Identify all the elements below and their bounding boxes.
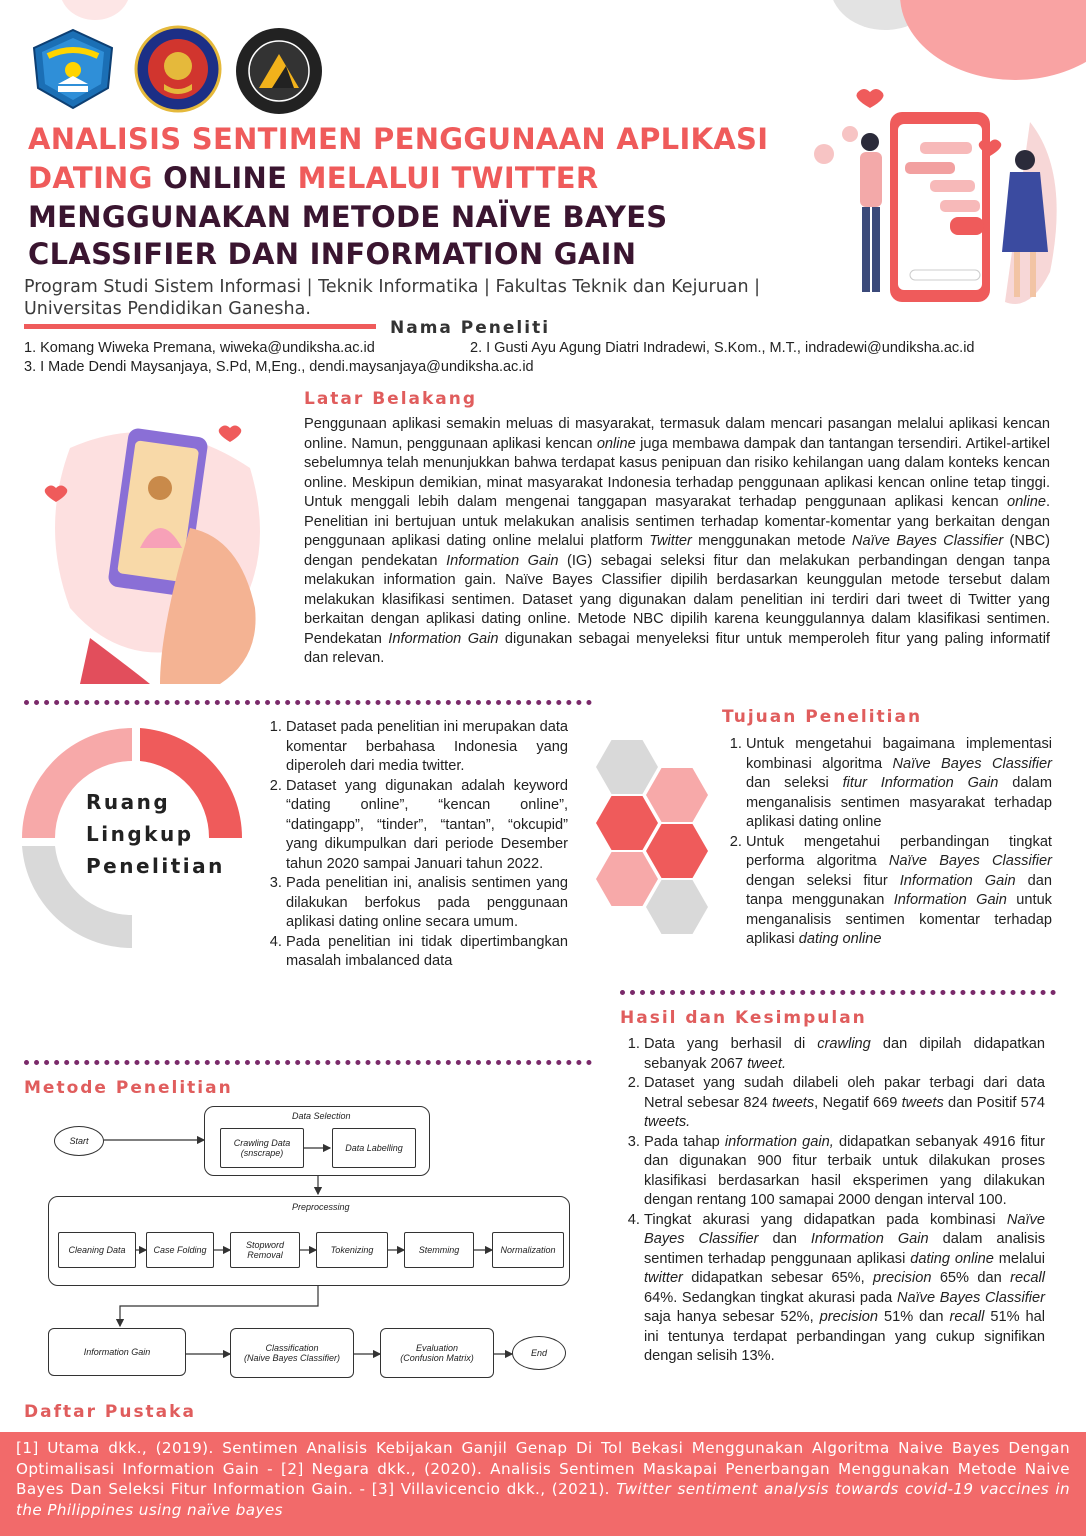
background-text-part: (NBC) dengan pendekatan xyxy=(304,533,1051,569)
divider-results xyxy=(620,990,1056,995)
references-heading: Daftar Pustaka xyxy=(24,1402,196,1422)
scope-list xyxy=(266,718,568,972)
background-text-part: digunakan sebagai menyeleksi fitur untuk memperoleh fitur yang paling informatif dan relevan. xyxy=(304,630,1050,666)
flowchart xyxy=(0,1100,600,1400)
flow-stemming xyxy=(404,1232,474,1268)
result-text: Dataset yang sudah dilabeli oleh pakar terbagi dari data Netral sebesar 824 xyxy=(644,1075,1045,1111)
flow-normalization-label: Normalization xyxy=(500,1245,556,1255)
result-text: dan dipilah didapatkan sebanyak 2067 xyxy=(644,1036,1045,1072)
result-text: Pada tahap xyxy=(644,1133,725,1150)
dating-app-illustration xyxy=(800,82,1070,312)
result-italic: Information Gain xyxy=(810,1231,929,1247)
scope-label-line-1: Ruang xyxy=(86,790,171,814)
flow-stopword xyxy=(230,1232,300,1268)
background-text-part: Penggunaan aplikasi semakin meluas di masyarakat, termasuk dalam mencari pasangan melalui aplikasi kencan online. Namun, penggunaan aplikasi kencan xyxy=(304,416,1050,452)
objective-text: Untuk mengetahui perbandingan tingkat performa algoritma xyxy=(746,833,1052,869)
phone-in-hand-illustration xyxy=(40,408,280,684)
objective-item xyxy=(746,735,1052,833)
scope-item: 1. Dataset pada penelitian ini merupakan data komentar berbahasa Indonesia yang diperoleh dari media twitter. xyxy=(286,718,568,777)
objective-text: Untuk mengetahui bagaimana implementasi kombinasi algoritma xyxy=(746,736,1052,772)
objective-text: dengan seleksi fitur xyxy=(746,872,900,889)
result-text: 51% dan xyxy=(878,1309,950,1325)
title-line-2 xyxy=(28,161,598,195)
objective-text: dan seleksi xyxy=(746,775,843,791)
result-italic: information gain, xyxy=(724,1133,834,1150)
objective-text: dan tanpa menggunakan xyxy=(746,872,1052,908)
result-italic: recall xyxy=(1010,1270,1045,1286)
result-italic: tweets. xyxy=(644,1114,691,1130)
result-text: dan Positif 574 xyxy=(943,1094,1045,1111)
flow-case-folding xyxy=(146,1232,214,1268)
scope-item: 4. Pada penelitian ini tidak dipertimbangkan masalah imbalanced data xyxy=(286,933,568,972)
result-text: didapatkan sebesar 65%, xyxy=(682,1270,874,1286)
background-text xyxy=(304,415,1050,669)
flow-information-gain xyxy=(48,1328,186,1376)
researcher-2: 2. I Gusti Ayu Agung Diatri Indradewi, S.Kom., M.T., indradewi@undiksha.ac.id xyxy=(470,340,975,356)
references-footer xyxy=(0,1432,1086,1536)
researcher-underline xyxy=(24,324,376,329)
result-item xyxy=(644,1133,1045,1211)
result-italic: tweets xyxy=(901,1094,944,1111)
tut-wuri-handayani-logo xyxy=(28,26,118,112)
scope-label xyxy=(86,786,225,882)
result-item xyxy=(644,1074,1045,1133)
objective-italic: Information Gain xyxy=(893,892,1007,908)
flow-classification-label: Classification xyxy=(265,1343,319,1353)
affiliation xyxy=(24,276,760,320)
references-text-italic: Twitter sentiment analysis towards covid-19 vaccines in the Philippines using naïve bayes xyxy=(16,1480,1070,1519)
objectives-heading: Tujuan Penelitian xyxy=(722,707,923,727)
result-text: dalam analisis sentimen terhadap penggunaan aplikasi xyxy=(644,1231,1046,1267)
objective-italic: Information Gain xyxy=(899,872,1016,889)
sistem-informasi-logo xyxy=(234,26,324,116)
background-text-italic: online xyxy=(1006,494,1046,510)
objectives-list xyxy=(726,735,1052,950)
result-italic: tweet. xyxy=(747,1055,786,1072)
result-text: saja hanya sebesar 52%, xyxy=(644,1309,820,1325)
results-heading: Hasil dan Kesimpulan xyxy=(620,1008,867,1028)
objective-text: dalam menganalisis sentimen masyarakat terhadap aplikasi dating online xyxy=(746,775,1052,830)
scope-label-line-3: Penelitian xyxy=(86,854,225,878)
flow-start xyxy=(54,1126,104,1156)
title-line-4: CLASSIFIER DAN INFORMATION GAIN xyxy=(28,237,637,271)
scope-item: 2. Dataset yang digunakan adalah keyword “dating online”, “kencan online”, “datingapp”, “tinder”, “tantan”, “okcupid” yang dikumpulkan dari periode Desember tahun 2020 sampai Januari tahun 2022. xyxy=(286,777,568,875)
result-item xyxy=(644,1211,1045,1367)
flow-end xyxy=(512,1336,566,1370)
method-heading: Metode Penelitian xyxy=(24,1078,233,1098)
references-text-part: [1] Utama dkk., (2019). Sentimen Analisis Kebijakan Ganjil Genap Di Tol Bekasi Menggunakan Algoritma Naive Bayes Dengan Optimalisasi Information Gain - [2] Negara dkk., (2020). Analisis Sentimen Maskapai Penerbangan Menggunakan Metode Naive Bayes Dan Seleksi Fitur Information Gain. - [3] Villavicencio dkk., (2021). xyxy=(16,1439,1070,1498)
result-italic: Naïve Bayes Classifier xyxy=(896,1289,1045,1306)
flow-tokenizing xyxy=(316,1232,388,1268)
flow-information-gain-label: Information Gain xyxy=(83,1347,151,1357)
background-text-italic: Naïve Bayes Classifier xyxy=(851,533,1004,549)
result-italic: Naïve Bayes Classifier xyxy=(644,1211,1045,1247)
background-text-italic: Information Gain xyxy=(446,552,559,569)
result-text: 51% hal ini tentunya terdapat perbandingan yang cukup signifikan dengan selisih 13%. xyxy=(644,1309,1046,1364)
flow-start-label: Start xyxy=(69,1136,89,1146)
results-list xyxy=(624,1035,1045,1367)
result-text: didapatkan sebanyak 4916 fitur dan digunakan 900 fitur terbaik untuk dilakukan proses klasifikasi berdasarkan hasil eksperimen yang dilakukan dengan rentang 100 samapai 2000 dengan interval 100. xyxy=(644,1133,1045,1208)
flow-crawling-tool: (snscrape) xyxy=(240,1148,284,1158)
flow-case-folding-label: Case Folding xyxy=(153,1245,207,1255)
flow-preprocessing-label: Preprocessing xyxy=(292,1202,350,1212)
flow-stemming-label: Stemming xyxy=(418,1245,460,1255)
result-italic: dating online xyxy=(910,1250,994,1267)
flow-normalization xyxy=(492,1232,564,1268)
objective-italic: Naïve Bayes Classifier xyxy=(888,853,1052,869)
result-text: Data yang berhasil di xyxy=(644,1036,818,1052)
researcher-1: 1. Komang Wiweka Premana, wiweka@undiksha.ac.id xyxy=(24,340,375,356)
flow-labelling-label: Data Labelling xyxy=(345,1143,403,1153)
flow-end-label: End xyxy=(530,1348,547,1358)
result-text: Tingkat akurasi yang didapatkan pada kombinasi xyxy=(644,1211,1007,1228)
title-twitter: MELALUI TWITTER xyxy=(287,161,599,195)
result-text: 65% dan xyxy=(931,1270,1011,1286)
references-text xyxy=(16,1438,1070,1520)
divider-scope xyxy=(24,700,592,705)
objective-italic: dating online xyxy=(798,931,882,947)
flow-data-selection-label: Data Selection xyxy=(292,1111,351,1121)
objective-italic: Naïve Bayes Classifier xyxy=(892,755,1052,772)
background-text-italic: Twitter xyxy=(649,533,692,549)
researchers-heading: Nama Peneliti xyxy=(390,318,551,338)
corner-decoration-pink xyxy=(900,0,1086,80)
background-text-part: . Penelitian ini bertujuan untuk melakukan analisis sentimen terhadap komentar-komentar yang berkaitan dengan penggunaan aplikasi dating online melalui platform xyxy=(304,494,1050,549)
result-italic: crawling xyxy=(817,1036,871,1052)
flow-labelling xyxy=(332,1128,416,1168)
objective-italic: fitur Information Gain xyxy=(842,775,999,791)
background-text-italic: Information Gain xyxy=(388,630,499,647)
title-dating: DATING xyxy=(28,161,164,195)
result-text: 64%. Sedangkan tingkat akurasi pada xyxy=(644,1289,897,1306)
result-text: melalui xyxy=(993,1250,1045,1267)
corner-decoration-left xyxy=(60,0,130,20)
background-text-part: juga membawa dampak dan tantangan tersendiri. Artikel-artikel sebelumnya telah menunjukkan bahwa terdapat kasus penipuan dan risiko kehilangan uang dalam konteks kencan online. Meskipun demikian, minat masyarakat Indonesia terhadap penggunaan aplikasi kencan online tetap tinggi. Untuk menggali lebih dalam mengenai tanggapan masyarakat terhadap penggunaan aplikasi kencan xyxy=(304,435,1050,510)
flow-classification-method: (Naive Bayes Classifier) xyxy=(243,1353,341,1363)
result-italic: precision xyxy=(819,1309,879,1325)
flow-crawling xyxy=(220,1128,304,1168)
background-text-part: menggunakan metode xyxy=(691,533,852,549)
background-text-part: (IG) sebagai seleksi fitur dan melakukan perbandingan dengan tanpa melakukan information gain. Naïve Bayes Classifier dipilih berdasarkan keunggulan metode tersebut dalam melakukan klasifikasi sentimen. Dataset yang digunakan dalam penelitian ini terdiri dari tweet di Twitter yang berkaitan dengan aplikasi dating online. Metode NBC dipilih karena keunggulannya dalam klasifikasi sentimen. Pendekatan xyxy=(304,552,1050,647)
title-online: ONLINE xyxy=(163,161,288,195)
title-line-1: ANALISIS SENTIMEN PENGGUNAAN APLIKASI xyxy=(28,122,769,156)
scope-item: 3. Pada penelitian ini, analisis sentimen yang dilakukan berfokus pada penggunaan aplikasi dating online secara umum. xyxy=(286,874,568,933)
flow-stopword-label-2: Removal xyxy=(247,1250,283,1260)
affiliation-line-1: Program Studi Sistem Informasi | Teknik Informatika | Fakultas Teknik dan Kejuruan | xyxy=(24,277,761,297)
divider-method xyxy=(24,1060,592,1065)
objective-item xyxy=(746,833,1052,950)
flow-cleaning-label: Cleaning Data xyxy=(68,1245,126,1255)
result-italic: precision xyxy=(873,1270,932,1286)
researcher-3: 3. I Made Dendi Maysanjaya, S.Pd, M,Eng., dendi.maysanjaya@undiksha.ac.id xyxy=(24,359,534,375)
result-item xyxy=(644,1035,1045,1074)
objective-text: untuk menganalisis sentimen komentar terhadap aplikasi xyxy=(746,892,1052,947)
flow-crawling-label: Crawling Data xyxy=(233,1138,291,1148)
background-text-italic: online xyxy=(596,435,636,452)
flow-classification xyxy=(230,1328,354,1378)
background-heading: Latar Belakang xyxy=(304,389,478,409)
result-text: , Negatif 669 xyxy=(814,1094,902,1111)
flow-cleaning xyxy=(58,1232,136,1268)
flow-stopword-label: Stopword xyxy=(245,1240,285,1250)
flow-evaluation xyxy=(380,1328,494,1378)
undiksha-logo xyxy=(134,24,222,114)
flow-evaluation-label: Evaluation xyxy=(415,1343,459,1353)
result-italic: recall xyxy=(949,1309,985,1325)
affiliation-line-2: Universitas Pendidikan Ganesha. xyxy=(24,299,311,319)
flow-tokenizing-label: Tokenizing xyxy=(330,1245,374,1255)
flow-evaluation-method: (Confusion Matrix) xyxy=(400,1353,474,1363)
result-italic: tweets xyxy=(771,1094,815,1111)
title-line-3: MENGGUNAKAN METODE NAÏVE BAYES xyxy=(28,200,668,234)
hexagon-graphic xyxy=(596,740,716,940)
result-text: dan xyxy=(758,1231,811,1247)
scope-label-line-2: Lingkup xyxy=(86,822,194,846)
result-italic: twitter xyxy=(644,1270,683,1286)
